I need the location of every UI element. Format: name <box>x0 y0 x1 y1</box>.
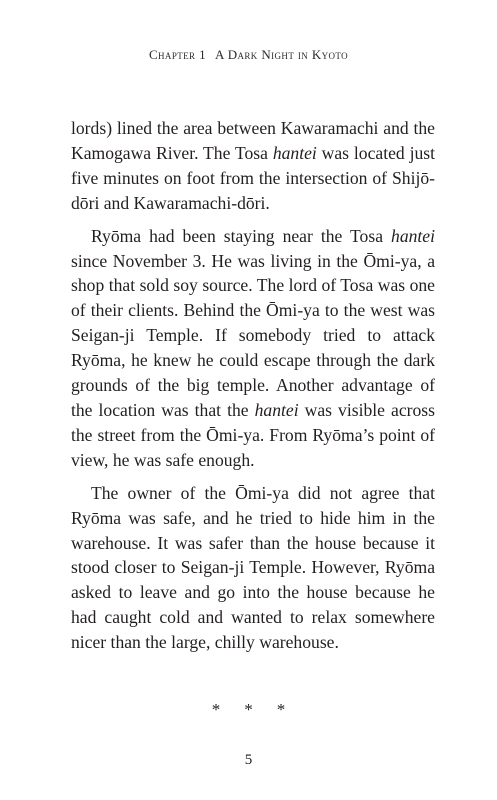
paragraph-3 <box>71 481 435 655</box>
running-head <box>0 47 497 63</box>
paragraph-2 <box>71 224 435 473</box>
italic-term: hantei <box>272 142 317 163</box>
italic-term: hantei <box>254 399 299 420</box>
chapter-number: Chapter 1 <box>148 47 206 62</box>
text-run: since November 3. He was living in the Ōmi-ya, a shop that sold soy source. The lord of Tosa was one of their clients. Behind the Ōmi-ya to the west was Seigan-ji Temple. If somebody tried to attack Ryōma, he knew he could escape through the dark grounds of the big temple. Another advantage of the location was that the <box>71 250 435 420</box>
italic-term: hantei <box>391 225 435 246</box>
text-run: was located just five minutes on foot from the intersection of Shijō-dōri and Kawaramachi-dōri. <box>71 142 435 213</box>
body-text <box>71 116 435 655</box>
chapter-title: A Dark Night in Kyoto <box>214 47 349 62</box>
paragraph-1 <box>71 116 435 216</box>
asterisk: * <box>276 700 286 719</box>
text-run: was visible across the street from the Ōmi-ya. From Ryōma’s point of view, he was safe enough. <box>71 399 435 470</box>
text-run: lords) lined the area between Kawaramachi and the Kamogawa River. The Tosa <box>71 118 435 163</box>
scene-break <box>0 700 497 720</box>
text-run: Ryōma had been staying near the Tosa <box>91 225 392 246</box>
asterisk: * <box>244 700 253 719</box>
text-run: The owner of the Ōmi-ya did not agree that Ryōma was safe, and he tried to hide him in the warehouse. It was safer than the house because it stood closer to Seigan-ji Temple. However, Ryōma asked to leave and go into the house because he had caught cold and wanted to relax somewhere nicer than the large, chilly warehouse. <box>71 482 435 653</box>
asterisk: * <box>211 700 221 719</box>
page-number: 5 <box>244 752 253 768</box>
